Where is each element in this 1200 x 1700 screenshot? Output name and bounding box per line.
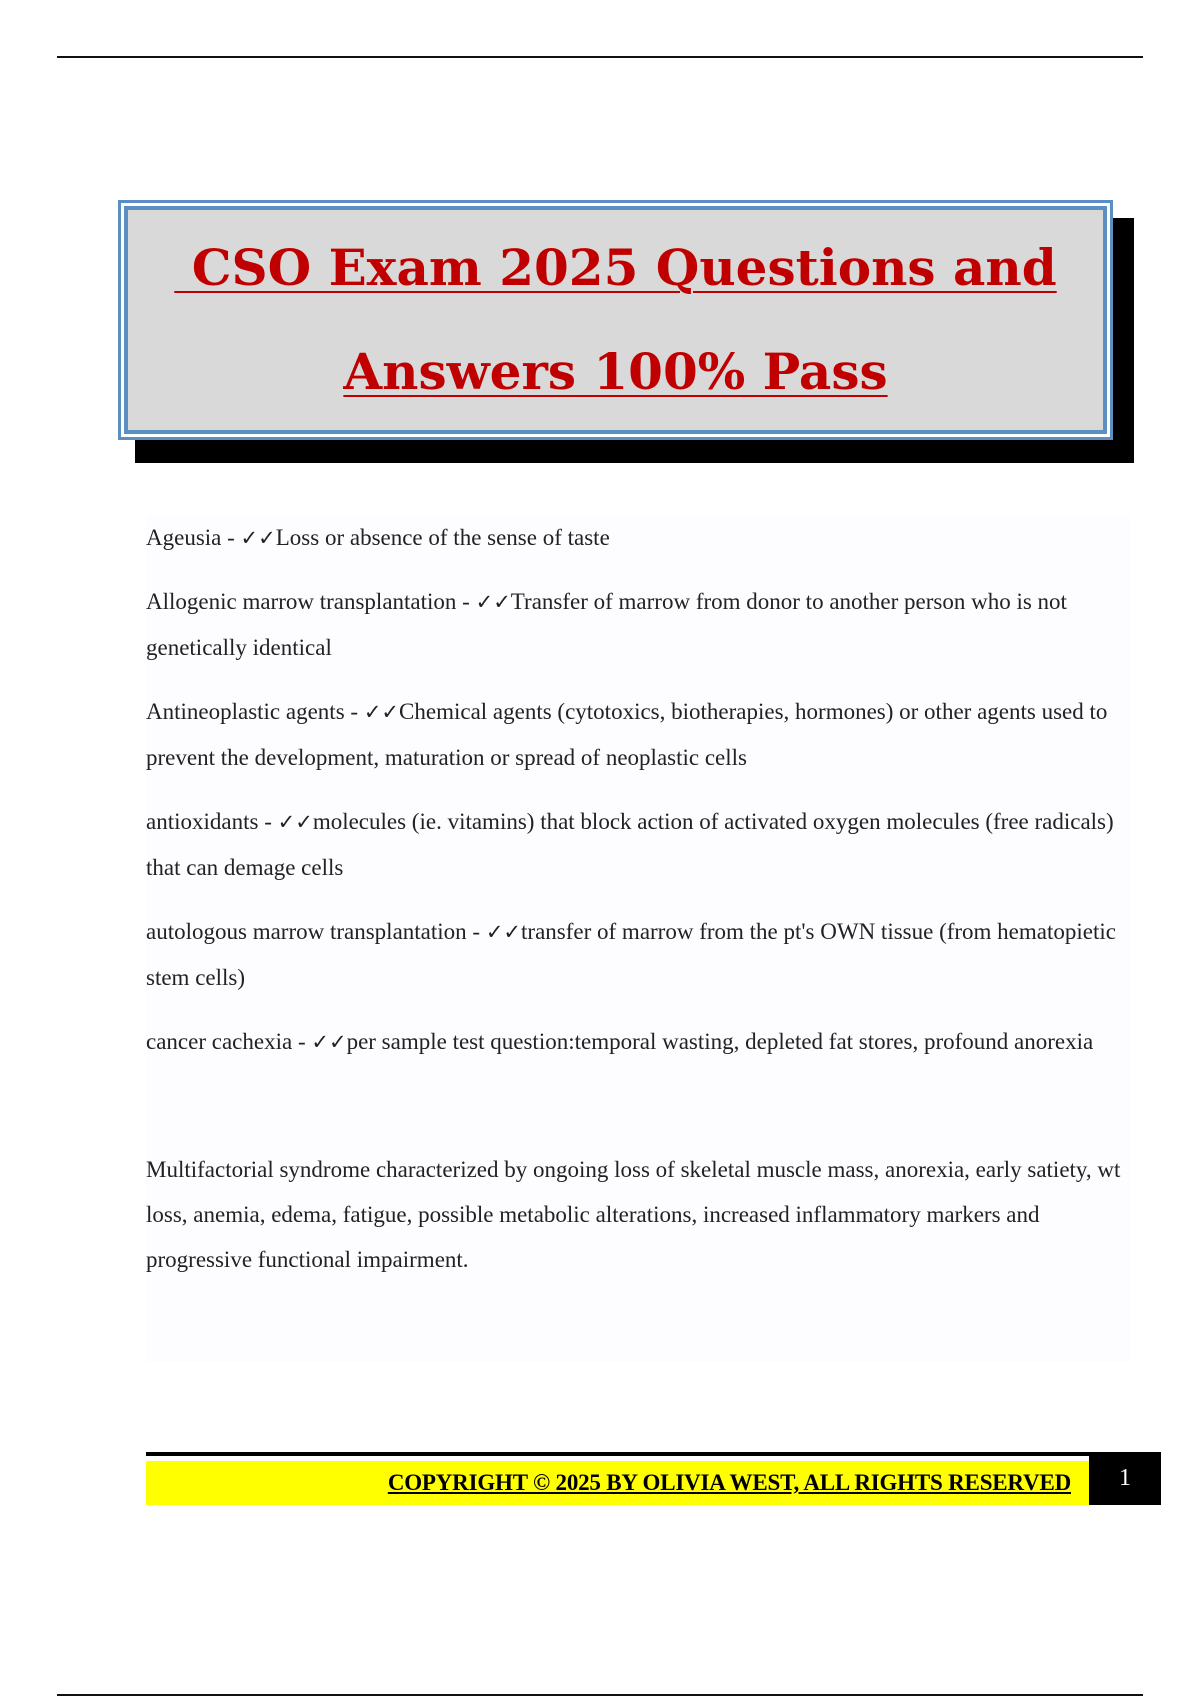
entry-definition: molecules (ie. vitamins) that block action of activated oxygen molecules (free radicals) that can demage cells [146, 809, 1114, 880]
page-number: 1 [1089, 1452, 1161, 1505]
glossary-entry [146, 515, 1131, 561]
document-body [146, 515, 1131, 1362]
glossary-entry [146, 909, 1131, 1001]
copyright-notice: COPYRIGHT © 2025 BY OLIVIA WEST, ALL RIGHTS RESERVED [387, 1470, 1071, 1495]
entry-separator: - [292, 1029, 312, 1054]
footer-rule [146, 1452, 1089, 1456]
footer-band [146, 1461, 1089, 1505]
glossary-entry [146, 579, 1131, 671]
glossary-entry [146, 1019, 1131, 1065]
title-box [118, 200, 1113, 440]
entry-term: Allogenic marrow transplantation [146, 589, 457, 614]
entry-definition: Chemical agents (cytotoxics, biotherapies, hormones) or other agents used to prevent the development, maturation or spread of neoplastic cells [146, 699, 1108, 770]
cachexia-definition-paragraph: Multifactorial syndrome characterized by ongoing loss of skeletal muscle mass, anorexia, early satiety, wt loss, anemia, edema, fatigue, possible metabolic alterations, increased inflammatory markers and progressive functional impairment. [146, 1157, 1121, 1272]
double-check-icon: ✓✓ [363, 700, 400, 724]
glossary-entry [146, 799, 1131, 891]
double-check-icon: ✓✓ [311, 1030, 347, 1054]
double-check-icon: ✓✓ [240, 526, 276, 550]
entry-definition: Loss or absence of the sense of taste [275, 525, 610, 550]
entry-definition: transfer of marrow from the pt's OWN tissue (from hematopietic stem cells) [146, 919, 1116, 990]
entry-term: cancer cachexia [146, 1029, 293, 1054]
entry-definition: Transfer of marrow from donor to another person who is not genetically identical [146, 589, 1067, 660]
glossary-list [146, 515, 1131, 1065]
title-line-1: CSO Exam 2025 Questions and [174, 238, 1057, 297]
entry-separator: - [466, 919, 486, 944]
title-line-2: Answers 100% Pass [343, 342, 888, 401]
entry-separator: - [221, 525, 241, 550]
top-rule [57, 56, 1143, 58]
entry-term: antioxidants [146, 809, 259, 834]
glossary-entry [146, 689, 1131, 781]
entry-separator: - [258, 809, 278, 834]
double-check-icon: ✓✓ [277, 810, 313, 834]
entry-term: Antineoplastic agents [146, 699, 345, 724]
entry-definition: per sample test question:temporal wasting, depleted fat stores, profound anorexia [346, 1029, 1094, 1054]
entry-term: autologous marrow transplantation [146, 919, 467, 944]
entry-separator: - [456, 589, 476, 614]
bottom-rule [57, 1694, 1143, 1696]
entry-term: Ageusia [146, 525, 222, 550]
double-check-icon: ✓✓ [475, 590, 511, 614]
double-check-icon: ✓✓ [485, 920, 522, 944]
entry-separator: - [344, 699, 364, 724]
